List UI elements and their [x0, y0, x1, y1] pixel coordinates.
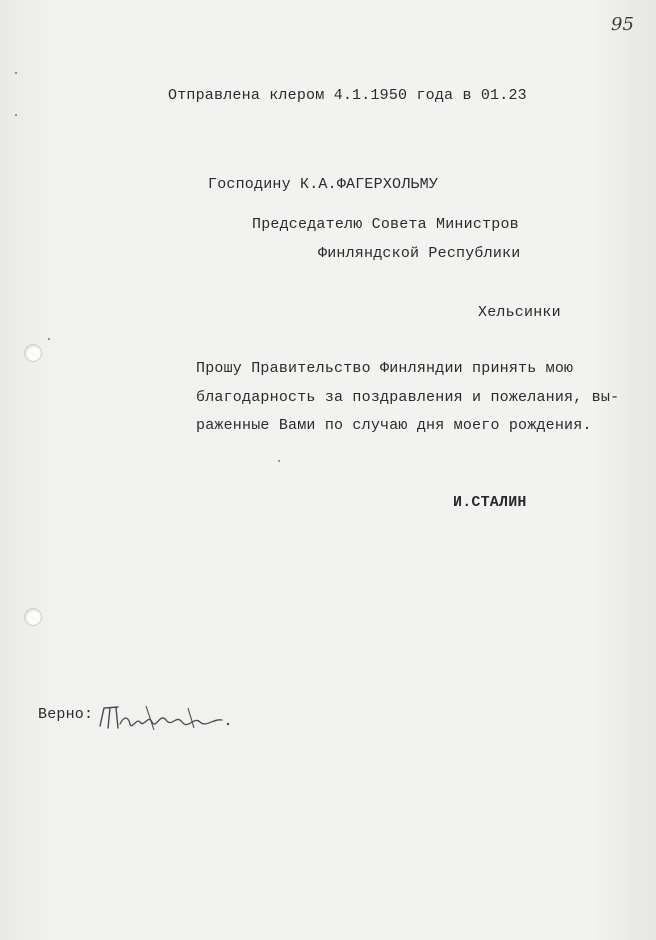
addressee-title: Председателю Совета Министров	[252, 216, 519, 233]
sent-line: Отправлена клером 4.1.1950 года в 01.23	[168, 87, 527, 104]
paper-speck	[48, 338, 50, 340]
punch-hole-top	[24, 344, 42, 362]
addressee-name: Господину К.А.ФАГЕРХОЛЬМУ	[208, 176, 439, 193]
paper-speck	[278, 460, 280, 462]
signature-name: И.СТАЛИН	[453, 494, 527, 511]
paper-speck	[15, 114, 17, 116]
body-line-3: раженные Вами по случаю дня моего рождения.	[196, 417, 592, 434]
body-line-2: благодарность за поздравления и пожелания, вы-	[196, 389, 620, 406]
addressee-country: Финляндской Республики	[318, 245, 521, 262]
page-number: 95	[611, 14, 634, 35]
paper-speck	[15, 72, 17, 74]
punch-hole-bottom	[24, 608, 42, 626]
addressee-city: Хельсинки	[478, 304, 561, 321]
verified-label: Верно:	[38, 706, 94, 723]
body-line-1: Прошу Правительство Финляндии принять мою	[196, 360, 574, 377]
handwritten-signature	[96, 700, 236, 736]
